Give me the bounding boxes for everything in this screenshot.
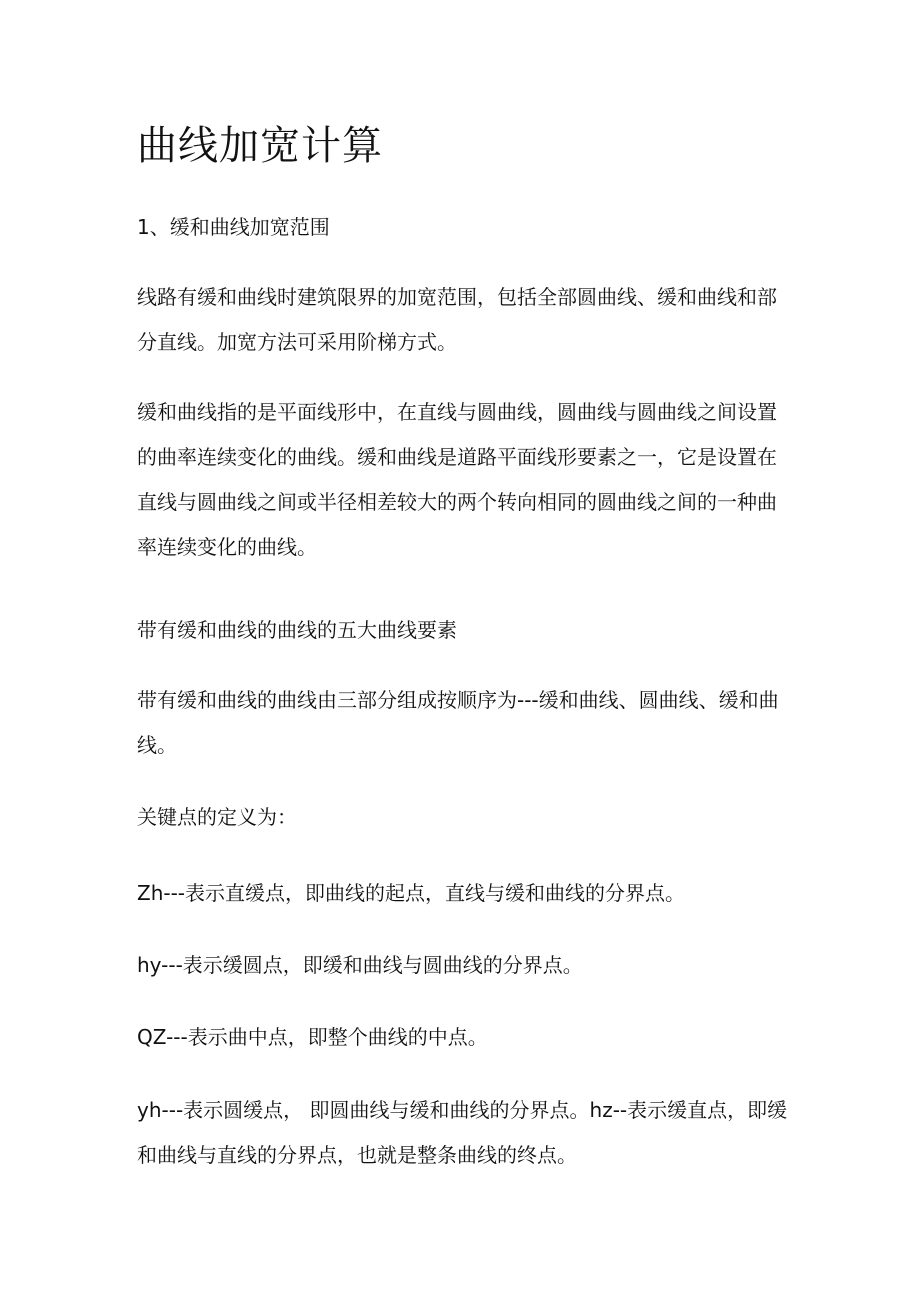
text-line: 直线与圆曲线之间或半径相差较大的两个转向相同的圆曲线之间的一种曲	[137, 490, 777, 514]
paragraph-yh-hz-points	[137, 1088, 797, 1178]
section-heading-easement-widening-range	[137, 205, 797, 250]
text-line: hy---表示缓圆点，即缓和曲线与圆曲线的分界点。	[137, 953, 583, 977]
text-line: 线路有缓和曲线时建筑限界的加宽范围，包括全部圆曲线、缓和曲线和部	[137, 285, 777, 309]
page-title: 曲线加宽计算	[137, 123, 383, 169]
text-line: yh---表示圆缓点， 即圆曲线与缓和曲线的分界点。hz--表示缓直点，即缓	[137, 1098, 788, 1122]
paragraph-five-curve-elements	[137, 608, 797, 653]
paragraph-zh-point	[137, 871, 797, 916]
paragraph-qz-point	[137, 1015, 797, 1060]
paragraph-easement-definition	[137, 390, 797, 570]
paragraph-key-points-intro	[137, 795, 797, 840]
text-line: QZ---表示曲中点，即整个曲线的中点。	[137, 1025, 488, 1049]
text-line: 关键点的定义为：	[137, 805, 297, 829]
text-line: 分直线。加宽方法可采用阶梯方式。	[137, 330, 457, 354]
text-line: 1、缓和曲线加宽范围	[137, 215, 330, 239]
text-line: 带有缓和曲线的曲线由三部分组成按顺序为---缓和曲线、圆曲线、缓和曲	[137, 688, 779, 712]
text-line: Zh---表示直缓点，即曲线的起点，直线与缓和曲线的分界点。	[137, 881, 686, 905]
text-line: 带有缓和曲线的曲线的五大曲线要素	[137, 618, 457, 642]
text-line: 和曲线与直线的分界点，也就是整条曲线的终点。	[137, 1143, 577, 1167]
text-line: 缓和曲线指的是平面线形中，在直线与圆曲线，圆曲线与圆曲线之间设置	[137, 400, 777, 424]
paragraph-hy-point	[137, 943, 797, 988]
paragraph-three-parts	[137, 678, 797, 768]
text-line: 率连续变化的曲线。	[137, 535, 317, 559]
text-line: 的曲率连续变化的曲线。缓和曲线是道路平面线形要素之一，它是设置在	[137, 445, 777, 469]
text-line: 线。	[137, 733, 177, 757]
paragraph-widening-scope	[137, 275, 797, 365]
